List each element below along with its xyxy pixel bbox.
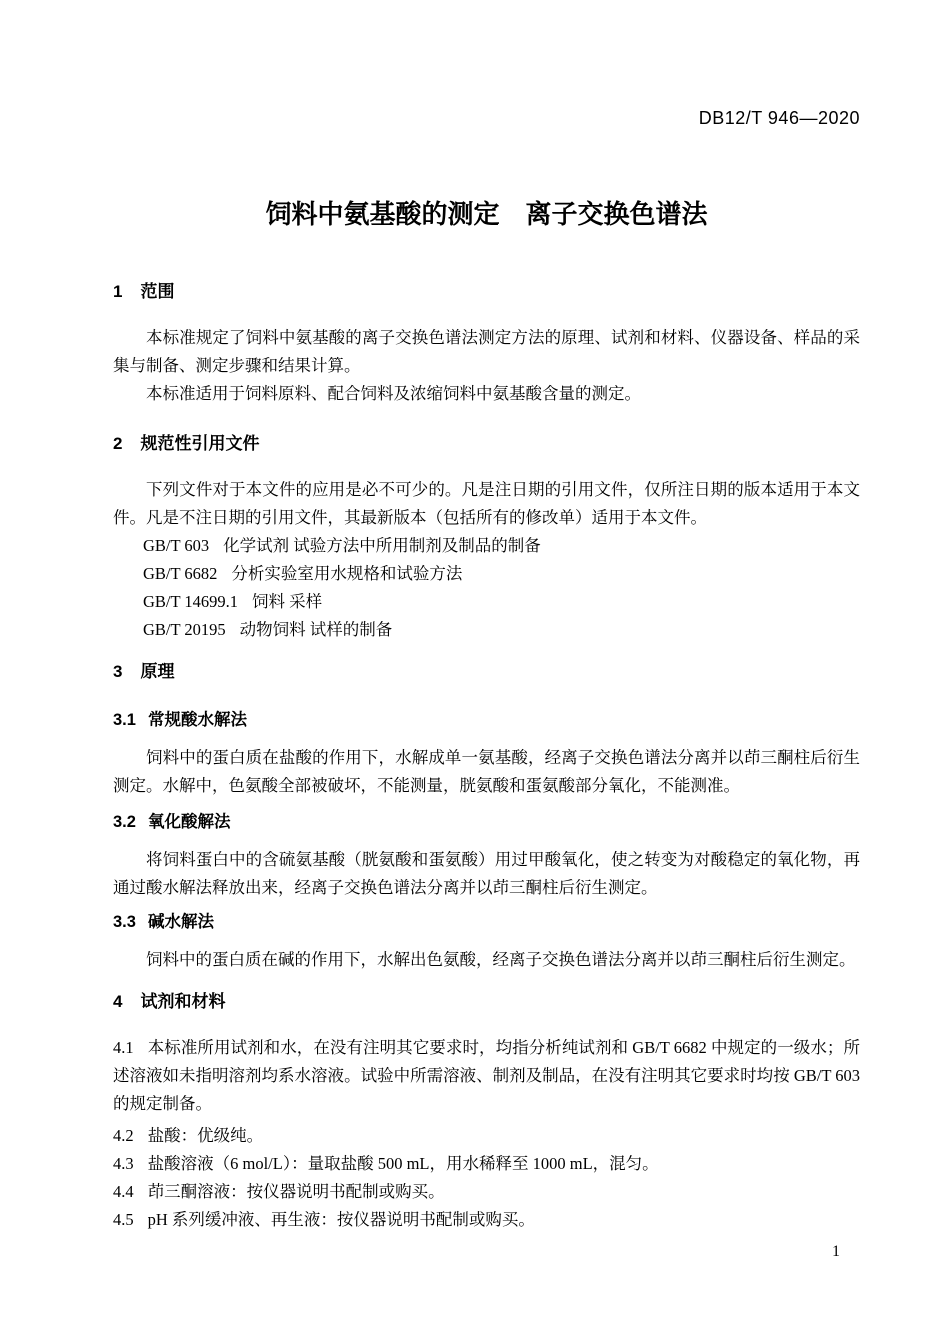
reference-code: GB/T 603 xyxy=(143,536,210,555)
reference-title: 动物饲料 试样的制备 xyxy=(239,620,393,639)
subsection-3-2-number: 3.2 xyxy=(113,813,136,831)
section-2-title: 规范性引用文件 xyxy=(140,434,260,453)
reference-item xyxy=(143,588,860,616)
reagent-item-text: pH 系列缓冲液、再生液：按仪器说明书配制或购买。 xyxy=(147,1210,535,1229)
reference-title: 化学试剂 试验方法中所用制剂及制品的制备 xyxy=(223,536,541,555)
reagent-item-number: 4.3 xyxy=(113,1154,134,1173)
reference-code: GB/T 14699.1 xyxy=(143,592,239,611)
reference-title: 饲料 采样 xyxy=(252,592,323,611)
reagent-item-number: 4.5 xyxy=(113,1210,134,1229)
doc-title: 饲料中氨基酸的测定 离子交换色谱法 xyxy=(265,199,708,229)
subsection-alkaline-hydrolysis xyxy=(113,910,860,974)
section-4-title: 试剂和材料 xyxy=(140,992,226,1011)
reagent-item xyxy=(113,1206,860,1234)
references-intro-paragraph: 下列文件对于本文件的应用是必不可少的。凡是注日期的引用文件，仅所注日期的版本适用于本文件。凡是不注日期的引用文件，其最新版本（包括所有的修改单）适用于本文件。 xyxy=(113,480,860,527)
reagent-item xyxy=(113,1178,860,1206)
reference-item xyxy=(143,532,860,560)
reference-code: GB/T 6682 xyxy=(143,564,218,583)
reagent-item-text: 盐酸：优级纯。 xyxy=(147,1126,264,1145)
reagent-item xyxy=(113,1122,860,1150)
subsection-3-2-paragraph: 将饲料蛋白中的含硫氨基酸（胱氨酸和蛋氨酸）用过甲酸氧化，使之转变为对酸稳定的氧化物，再通过酸水解法释放出来，经离子交换色谱法分离并以茚三酮柱后衍生测定。 xyxy=(113,850,860,897)
reagent-item-list xyxy=(113,1034,860,1234)
section-principle xyxy=(113,660,860,974)
reference-item xyxy=(143,616,860,644)
page-number: 1 xyxy=(832,1243,840,1260)
subsection-3-1-number: 3.1 xyxy=(113,711,136,729)
reference-item xyxy=(143,560,860,588)
section-2-heading xyxy=(113,432,860,456)
reagent-item xyxy=(113,1034,860,1118)
section-3-title: 原理 xyxy=(140,662,175,681)
reagent-item-text: 本标准所用试剂和水，在没有注明其它要求时，均指分析纯试剂和 GB/T 6682 中规定的一级水；所述溶液如未指明溶剂均系水溶液。试验中所需溶液、制剂及制品，在没有注明其它要求时均按 GB/T 603 的规定制备。 xyxy=(113,1038,860,1113)
reference-list xyxy=(143,532,860,644)
section-scope xyxy=(113,280,860,408)
subsection-3-3-title: 碱水解法 xyxy=(147,913,214,931)
section-4-heading xyxy=(113,990,860,1014)
subsection-3-2-heading xyxy=(113,810,860,834)
section-1-number: 1 xyxy=(113,282,123,301)
subsection-3-3-number: 3.3 xyxy=(113,913,136,931)
reference-code: GB/T 20195 xyxy=(143,620,226,639)
section-reagents-materials xyxy=(113,990,860,1234)
section-normative-references xyxy=(113,432,860,644)
reagent-item-text: 盐酸溶液（6 mol/L）：量取盐酸 500 mL，用水稀释至 1000 mL，混匀。 xyxy=(147,1154,659,1173)
subsection-3-2-title: 氧化酸解法 xyxy=(147,813,231,831)
subsection-3-1-title: 常规酸水解法 xyxy=(147,711,247,729)
subsection-oxidation-hydrolysis xyxy=(113,810,860,902)
standard-number: DB12/T 946—2020 xyxy=(698,108,860,128)
subsection-acid-hydrolysis xyxy=(113,708,860,800)
scope-paragraph-2: 本标准适用于饲料原料、配合饲料及浓缩饲料中氨基酸含量的测定。 xyxy=(146,384,641,403)
reagent-item-text: 茚三酮溶液：按仪器说明书配制或购买。 xyxy=(147,1182,445,1201)
subsection-3-1-heading xyxy=(113,708,860,732)
reagent-item-number: 4.1 xyxy=(113,1038,134,1057)
scope-paragraph-1: 本标准规定了饲料中氨基酸的离子交换色谱法测定方法的原理、试剂和材料、仪器设备、样品的采集与制备、测定步骤和结果计算。 xyxy=(113,328,860,375)
reagent-item-number: 4.4 xyxy=(113,1182,134,1201)
reference-title: 分析实验室用水规格和试验方法 xyxy=(231,564,463,583)
section-1-heading xyxy=(113,280,860,304)
page-header xyxy=(113,106,860,232)
section-3-number: 3 xyxy=(113,662,123,681)
reagent-item xyxy=(113,1150,860,1178)
section-1-title: 范围 xyxy=(140,282,175,301)
reagent-item-number: 4.2 xyxy=(113,1126,134,1145)
subsection-3-3-paragraph: 饲料中的蛋白质在碱的作用下，水解出色氨酸，经离子交换色谱法分离并以茚三酮柱后衍生测定。 xyxy=(146,950,856,969)
section-3-heading xyxy=(113,660,860,684)
section-2-number: 2 xyxy=(113,434,123,453)
section-4-number: 4 xyxy=(113,992,123,1011)
subsection-3-3-heading xyxy=(113,910,860,934)
subsection-3-1-paragraph: 饲料中的蛋白质在盐酸的作用下，水解成单一氨基酸，经离子交换色谱法分离并以茚三酮柱后衍生测定。水解中，色氨酸全部被破坏，不能测量，胱氨酸和蛋氨酸部分氧化，不能测准。 xyxy=(113,748,860,795)
